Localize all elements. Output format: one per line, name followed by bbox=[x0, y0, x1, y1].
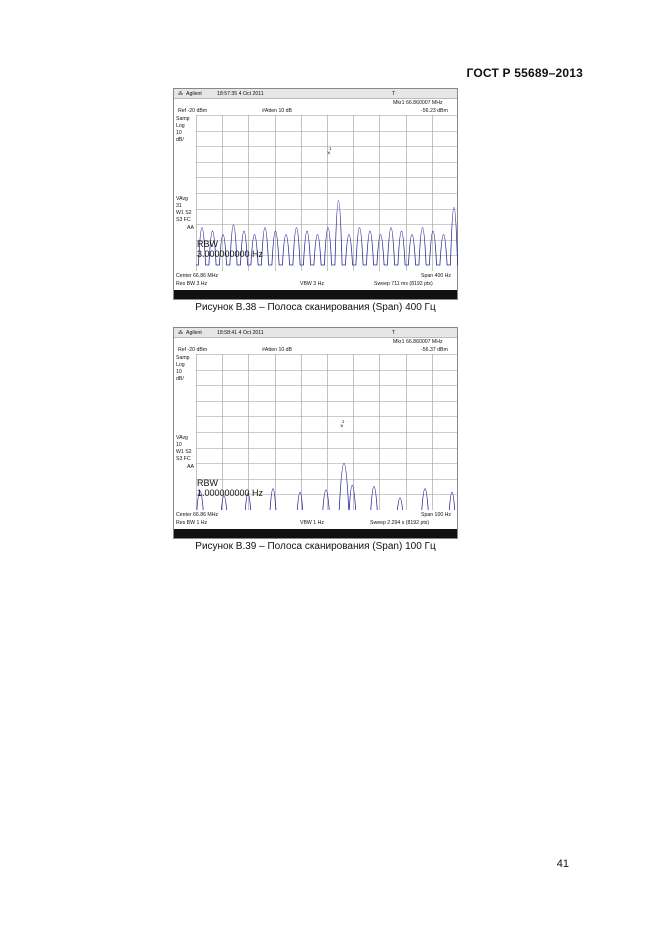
marker-level: -56.23 dBm bbox=[421, 108, 448, 114]
ref-level: Ref -20 dBm bbox=[178, 347, 208, 353]
figure-caption: Рисунок В.39 – Полоса сканирования (Span) 100 Гц bbox=[195, 541, 436, 552]
analyzer-title-bar bbox=[174, 89, 457, 99]
marker-tag: 1 bbox=[342, 419, 345, 424]
scale-label-samp: Samp bbox=[176, 355, 190, 361]
trace-mode-s3fc: S3 FC bbox=[176, 456, 191, 462]
scale-label-log: Log bbox=[176, 362, 185, 368]
trigger-flag: T bbox=[392, 329, 396, 336]
softkey-bar bbox=[174, 529, 457, 538]
marker-tag: 1 bbox=[329, 146, 332, 151]
rbw-value: 1.000000000 Hz bbox=[197, 488, 264, 498]
rbw-annotation bbox=[197, 478, 263, 498]
brand-label: Agilent bbox=[186, 90, 202, 97]
marker-readout: Mkr1 66.860007 MHz bbox=[393, 339, 443, 345]
timestamp: 18:57:35 4 Oct 2011 bbox=[217, 90, 264, 97]
page-number: 41 bbox=[556, 858, 569, 870]
span-value: Span 400 Hz bbox=[421, 273, 451, 279]
header-code: ГОСТ Р 55689–2013 bbox=[466, 66, 583, 80]
figure-span-400 bbox=[173, 88, 458, 313]
vavg-label: VAvg bbox=[176, 196, 188, 202]
rbw-label: RBW bbox=[197, 478, 218, 488]
scale-label-samp: Samp bbox=[176, 116, 190, 122]
vavg-label: VAvg bbox=[176, 435, 188, 441]
timestamp: 18:58:41 4 Oct 2011 bbox=[217, 329, 264, 336]
marker-level: -56.37 dBm bbox=[421, 347, 448, 353]
analyzer-title-bar bbox=[174, 328, 457, 338]
trace-mode-aa: AA bbox=[187, 464, 194, 470]
marker-1-icon: × bbox=[327, 151, 331, 157]
attenuation: #Atten 10 dB bbox=[262, 347, 292, 353]
scale-label-value: 10 bbox=[176, 369, 182, 375]
trace-mode-s3fc: S3 FC bbox=[176, 217, 191, 223]
scale-label-value: 10 bbox=[176, 130, 182, 136]
trigger-flag: T bbox=[392, 90, 396, 97]
ref-level: Ref -20 dBm bbox=[178, 108, 208, 114]
rbw-annotation bbox=[197, 239, 263, 259]
trace-mode-w1s2: W1 S2 bbox=[176, 210, 192, 216]
agilent-logo-icon: ⁂ bbox=[178, 329, 184, 336]
vbw: VBW 1 Hz bbox=[300, 520, 324, 526]
scale-label-unit: dB/ bbox=[176, 137, 184, 143]
vbw: VBW 3 Hz bbox=[300, 281, 324, 287]
res-bw: Res BW 1 Hz bbox=[176, 520, 208, 526]
marker-1-icon: × bbox=[340, 424, 344, 430]
sweep-time: Sweep 2.294 s (8192 pts) bbox=[370, 520, 430, 526]
trace-mode-aa: AA bbox=[187, 225, 194, 231]
figure-span-100 bbox=[173, 327, 458, 552]
softkey-bar bbox=[174, 290, 457, 299]
center-frequency: Center 66.86 MHz bbox=[176, 512, 219, 518]
vavg-count: 10 bbox=[176, 442, 182, 448]
vavg-count: 31 bbox=[176, 203, 182, 209]
marker-readout: Mkr1 66.860007 MHz bbox=[393, 100, 443, 106]
scale-label-log: Log bbox=[176, 123, 185, 129]
rbw-label: RBW bbox=[197, 239, 218, 249]
center-frequency: Center 66.86 MHz bbox=[176, 273, 219, 279]
scale-label-unit: dB/ bbox=[176, 376, 184, 382]
trace-mode-w1s2: W1 S2 bbox=[176, 449, 192, 455]
brand-label: Agilent bbox=[186, 329, 202, 336]
analyzer-screen bbox=[173, 327, 458, 539]
agilent-logo-icon: ⁂ bbox=[178, 90, 184, 97]
sweep-time: Sweep 711 ms (8192 pts) bbox=[374, 281, 433, 287]
span-value: Span 100 Hz bbox=[421, 512, 451, 518]
res-bw: Res BW 3 Hz bbox=[176, 281, 208, 287]
analyzer-screen bbox=[173, 88, 458, 300]
rbw-value: 3.000000000 Hz bbox=[197, 249, 264, 259]
figure-caption: Рисунок В.38 – Полоса сканирования (Span) 400 Гц bbox=[195, 302, 436, 313]
attenuation: #Atten 10 dB bbox=[262, 108, 292, 114]
